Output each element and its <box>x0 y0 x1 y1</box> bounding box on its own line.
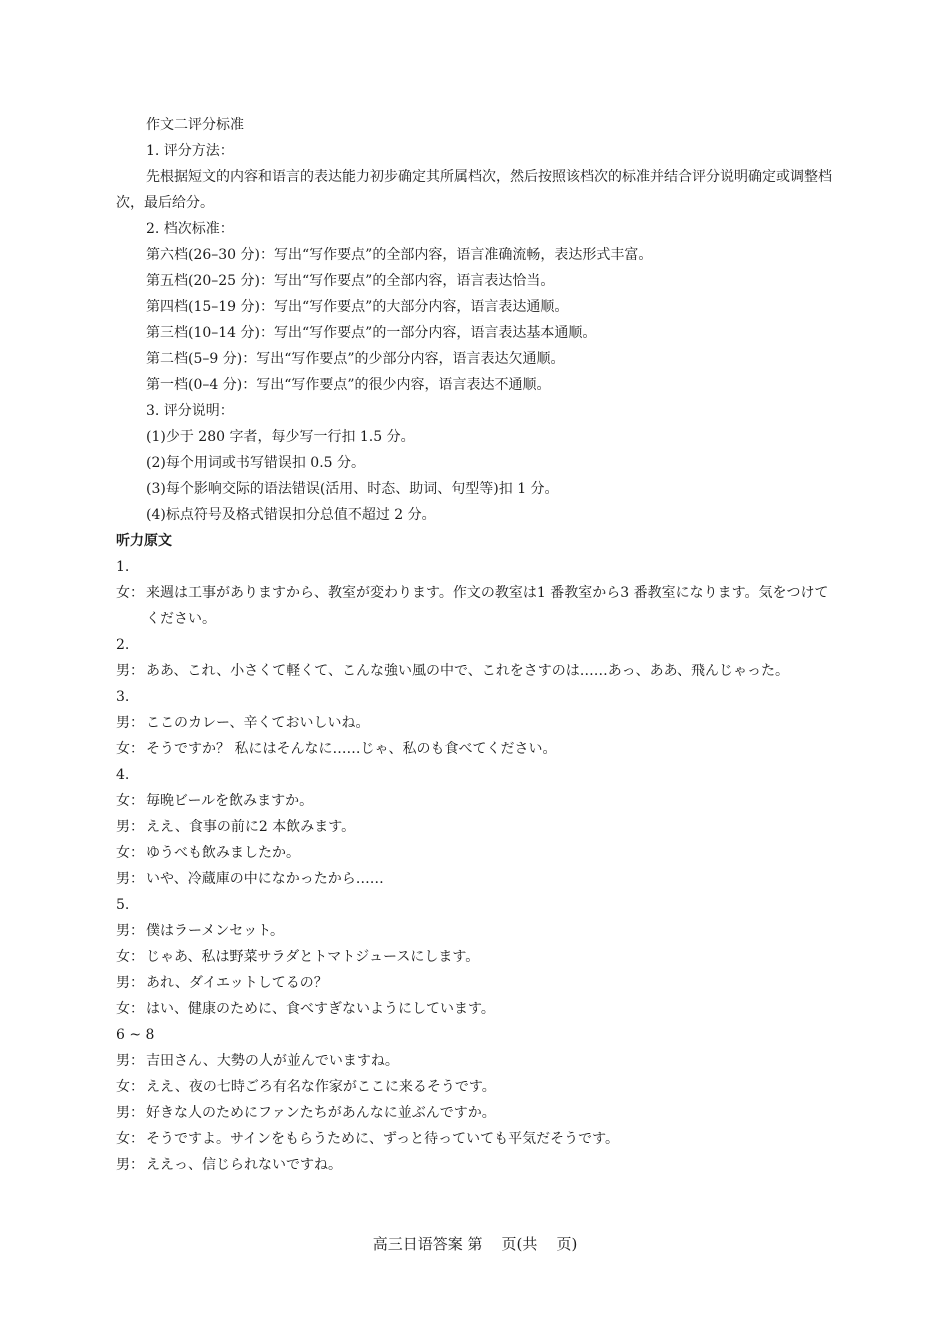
section-number: 3. <box>116 689 130 705</box>
document-page <box>116 112 840 1178</box>
rubric-title: 作文二评分标准 <box>146 117 244 133</box>
utterance-text: いや、冷蔵庫の中になかったから…… <box>146 871 384 887</box>
speaker-label: 女： <box>116 949 144 965</box>
dialogue-line <box>116 1152 840 1178</box>
dialogue-line <box>116 1048 840 1074</box>
speaker-label: 女： <box>116 1131 144 1147</box>
section-number: 2. <box>116 637 130 653</box>
level-item: 第三档(10–14 分)：写出“写作要点”的一部分内容，语言表达基本通顺。 <box>146 325 597 341</box>
note-item: (3)每个影响交际的语法错误(活用、时态、助词、句型等)扣 1 分。 <box>146 481 559 497</box>
section-number: 5. <box>116 897 130 913</box>
level-item: 第一档(0–4 分)：写出“写作要点”的很少内容，语言表达不通顺。 <box>146 377 551 393</box>
page-footer: 高三日语答案 第 页(共 页) <box>372 1235 578 1253</box>
dialogue-line <box>116 1074 840 1100</box>
dialogue-line <box>116 866 840 892</box>
utterance-text: 来週は工事がありますから、教室が変わります。作文の教室は1 番教室から3 番教室になります。気をつけてください。 <box>146 585 829 627</box>
listening-section <box>116 892 840 1022</box>
utterance-text: ゆうべも飲みましたか。 <box>146 845 300 861</box>
level-item: 第二档(5–9 分)：写出“写作要点”的少部分内容，语言表达欠通顺。 <box>146 351 565 367</box>
listening-heading: 听力原文 <box>116 533 172 549</box>
dialogue-line <box>116 918 840 944</box>
notes-list <box>116 424 840 528</box>
speaker-label: 男： <box>116 819 144 835</box>
note-item: (4)标点符号及格式错误扣分总值不超过 2 分。 <box>146 507 436 523</box>
listening-section <box>116 684 840 762</box>
utterance-text: ああ、これ、小さくて軽くて、こんな強い風の中で、これをさすのは……あっ、ああ、飛んじゃった。 <box>146 663 790 679</box>
note-item: (2)每个用词或书写错误扣 0.5 分。 <box>146 455 365 471</box>
listening-section <box>116 762 840 892</box>
speaker-label: 女： <box>116 585 144 601</box>
dialogue-line <box>116 814 840 840</box>
notes-heading: 3. 评分说明： <box>146 403 234 419</box>
dialogue-line <box>116 970 840 996</box>
utterance-text: 吉田さん、大勢の人が並んでいますね。 <box>146 1053 399 1069</box>
method-heading: 1. 评分方法： <box>146 143 234 159</box>
speaker-label: 男： <box>116 1105 144 1121</box>
levels-list <box>116 242 840 398</box>
listening-section <box>116 632 840 684</box>
dialogue-line <box>116 840 840 866</box>
level-item: 第四档(15–19 分)：写出“写作要点”的大部分内容，语言表达通顺。 <box>146 299 569 315</box>
levels-heading: 2. 档次标准： <box>146 221 234 237</box>
dialogue-line <box>116 996 840 1022</box>
speaker-label: 男： <box>116 871 144 887</box>
utterance-text: そうですよ。サインをもらうために、ずっと待っていても平気だそうです。 <box>146 1131 620 1147</box>
utterance-text: ええ、夜の七時ごろ有名な作家がここに来るそうです。 <box>146 1079 496 1095</box>
dialogue-line <box>116 788 840 814</box>
note-item: (1)少于 280 字者，每少写一行扣 1.5 分。 <box>146 429 415 445</box>
speaker-label: 女： <box>116 1079 144 1095</box>
method-text: 先根据短文的内容和语言的表达能力初步确定其所属档次，然后按照该档次的标准并结合评分说明确定或调整档次，最后给分。 <box>116 169 832 211</box>
speaker-label: 男： <box>116 1053 144 1069</box>
utterance-text: そうですか？ 私にはそんなに……じゃ、私のも食べてください。 <box>146 741 557 757</box>
utterance-text: 毎晩ビールを飲みますか。 <box>146 793 314 809</box>
utterance-text: ここのカレー、辛くておいしいね。 <box>146 715 370 731</box>
dialogue-line <box>116 658 840 684</box>
dialogue-line <box>116 736 840 762</box>
speaker-label: 男： <box>116 975 144 991</box>
utterance-text: ええ、食事の前に2 本飲みます。 <box>146 819 356 835</box>
utterance-text: はい、健康のために、食べすぎないようにしています。 <box>146 1001 495 1017</box>
dialogue-line <box>116 710 840 736</box>
utterance-text: 好きな人のためにファンたちがあんなに並ぶんですか。 <box>146 1105 496 1121</box>
dialogue-line <box>116 580 840 632</box>
utterance-text: ええっ、信じられないですね。 <box>146 1157 342 1173</box>
level-item: 第六档(26–30 分)：写出“写作要点”的全部内容，语言准确流畅，表达形式丰富。 <box>146 247 653 263</box>
speaker-label: 女： <box>116 793 144 809</box>
dialogue-line <box>116 1126 840 1152</box>
speaker-label: 男： <box>116 923 144 939</box>
utterance-text: あれ、ダイエットしてるの？ <box>146 975 328 991</box>
listening-section <box>116 554 840 632</box>
speaker-label: 女： <box>116 741 144 757</box>
utterance-text: 僕はラーメンセット。 <box>146 923 285 939</box>
speaker-label: 女： <box>116 1001 144 1017</box>
speaker-label: 男： <box>116 663 144 679</box>
dialogue-line <box>116 1100 840 1126</box>
level-item: 第五档(20–25 分)：写出“写作要点”的全部内容，语言表达恰当。 <box>146 273 555 289</box>
speaker-label: 女： <box>116 845 144 861</box>
section-number: 6 ~ 8 <box>116 1027 155 1043</box>
section-number: 1. <box>116 559 130 575</box>
utterance-text: じゃあ、私は野菜サラダとトマトジュースにします。 <box>146 949 480 965</box>
speaker-label: 男： <box>116 1157 144 1173</box>
speaker-label: 男： <box>116 715 144 731</box>
dialogue-line <box>116 944 840 970</box>
section-number: 4. <box>116 767 130 783</box>
listening-section <box>116 1022 840 1178</box>
